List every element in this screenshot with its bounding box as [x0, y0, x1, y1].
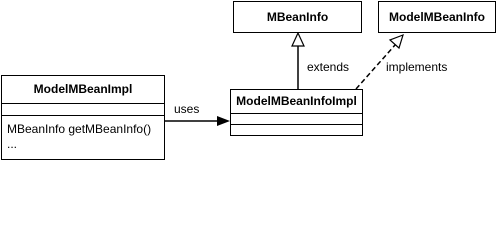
class-mbeaninfo [233, 1, 362, 33]
implements-arrowhead [390, 35, 403, 48]
extends-arrowhead [292, 33, 304, 46]
class-modelmbeaninfoimpl-operations [231, 124, 362, 135]
class-modelmbeaninfo-name: ModelMBeanInfo [389, 10, 485, 24]
uses-label: uses [174, 102, 200, 116]
operation-ellipsis: ... [7, 137, 18, 151]
class-mbeaninfo-name: MBeanInfo [266, 10, 329, 24]
class-modelmbeaninfoimpl-name: ModelMBeanInfoImpl [236, 94, 357, 108]
class-modelmbeanimpl-attributes [2, 103, 164, 115]
class-modelmbeanimpl-operations [2, 115, 164, 151]
class-modelmbeanimpl-name: ModelMBeanImpl [33, 82, 133, 96]
class-modelmbeaninfo [378, 1, 496, 33]
class-modelmbeaninfoimpl [230, 89, 363, 136]
extends-label: extends [307, 60, 350, 74]
operation-getmbeaninfo: MBeanInfo getMBeanInfo() [7, 122, 152, 136]
uses-arrowhead [217, 116, 230, 126]
class-modelmbeanimpl [1, 75, 165, 160]
class-modelmbeaninfoimpl-attributes [231, 113, 362, 124]
implements-label: implements [386, 60, 448, 74]
